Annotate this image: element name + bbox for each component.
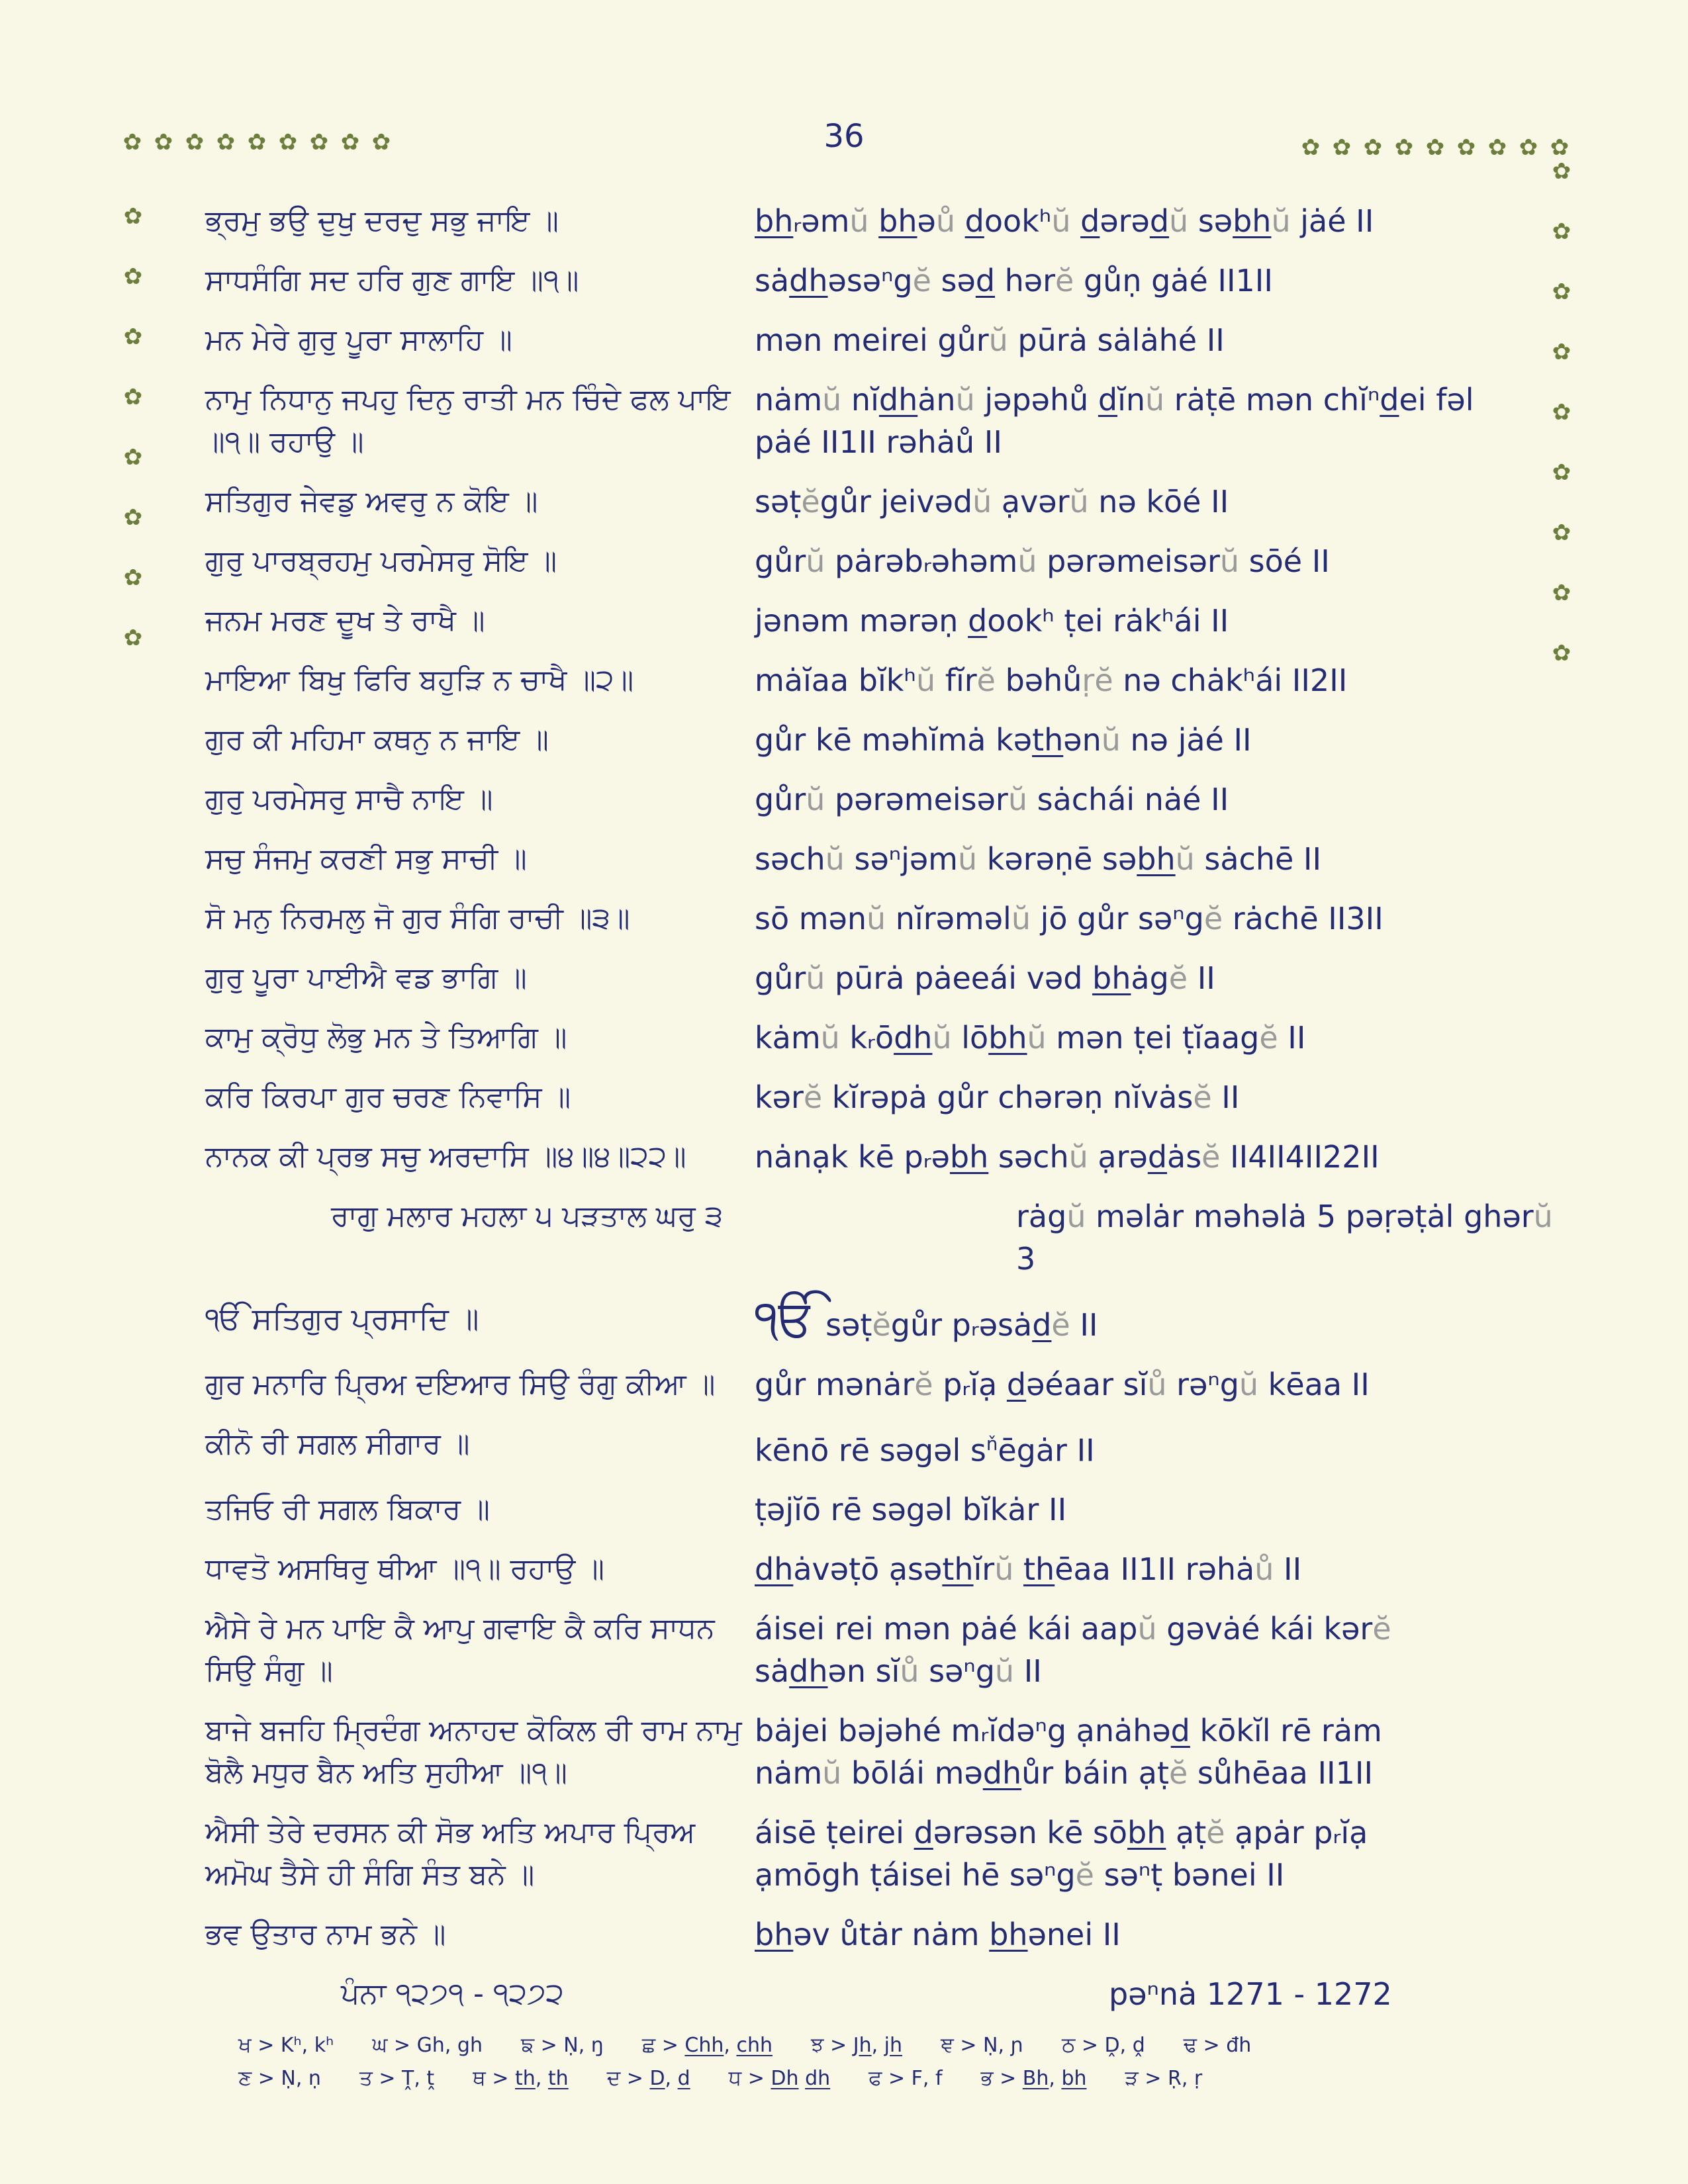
ik-onkar-symbol: ੴ: [755, 1289, 816, 1347]
flower-icon: ✿: [1456, 134, 1476, 161]
transliteration-text: gůrŭ pȧrəbᵣəhəmŭ pərəmeisərŭ sōé II: [755, 543, 1330, 579]
page-reference-row: [205, 1973, 1575, 2015]
transliteration-text: sȧdhəsəⁿgĕ səd hərĕ gůṇ gȧé II1II: [755, 263, 1273, 298]
transliteration-text: gůr kē məhĭmȧ kəthənŭ nə jȧé II: [755, 722, 1252, 758]
verse-row: [205, 1289, 1575, 1347]
legend-item: [473, 2066, 569, 2091]
transliteration-text: kȧmŭ kᵣōdhŭ lōbhŭ mən ṭei ṭĭaagĕ II: [755, 1020, 1306, 1056]
flower-icon: ✿: [1487, 134, 1507, 161]
flower-icon: ✿: [1550, 134, 1570, 161]
gurmukhi-text: ਰਾਗੁ ਮਲਾਰ ਮਹਲਾ ੫ ਪੜਤਾਲ ਘਰੁ ੩: [331, 1199, 724, 1233]
legend-roman-value: Ṇ, ṇ: [281, 2067, 321, 2090]
flower-icon: ✿: [123, 324, 143, 350]
legend-roman-value: Ṇ, ŋ: [563, 2034, 604, 2057]
legend-item: [729, 2066, 830, 2091]
verse-row: [205, 1136, 1575, 1178]
maps-to-symbol: >: [372, 2067, 402, 2090]
flower-icon: ✿: [185, 129, 205, 156]
flower-icon: ✿: [1552, 580, 1571, 606]
legend-roman-value: Chh, chh: [684, 2034, 773, 2057]
verse-row: [205, 1913, 1575, 1956]
verse-row: [205, 319, 1575, 365]
verse-row: [205, 957, 1575, 999]
maps-to-symbol: >: [534, 2034, 564, 2057]
gurmukhi-text: ਨਾਮੁ ਨਿਧਾਨੁ ਜਪਹੁ ਦਿਨੁ ਰਾਤੀ ਮਨ ਚਿੰਦੇ ਫਲ ਪਾਇ ॥੧॥ ਰਹਾਉ ॥: [205, 383, 731, 459]
verse-row: [205, 379, 1575, 463]
gurmukhi-text: ਭਵ ਉਤਾਰ ਨਾਮ ਭਨੇ ॥: [205, 1917, 446, 1952]
transliteration-text: jənəm mərəṇ dookʰ ṭei rȧkʰái II: [755, 603, 1229, 639]
flower-icon: ✿: [1552, 339, 1571, 365]
gurmukhi-text: ਕਾਮੁ ਕ੍ਰੋਧੁ ਲੋਭੁ ਮਨ ਤੇ ਤਿਆਗਿ ॥: [205, 1021, 567, 1054]
legend-gurmukhi-letter: ਣ: [238, 2066, 252, 2090]
flower-icon: ✿: [1552, 279, 1571, 305]
transliteration-text: dhȧvəṭō ạsəthĭrŭ thēaa II1II rəhȧů II: [755, 1551, 1302, 1588]
legend-item: [372, 2033, 483, 2058]
ornament-column-left: [122, 205, 144, 649]
legend-roman-value: F, f: [911, 2067, 943, 2090]
gurmukhi-text: ਜਨਮ ਮਰਣ ਦੂਖ ਤੇ ਰਾਖੈ ॥: [205, 604, 485, 637]
verse-row: [205, 659, 1575, 702]
gurmukhi-text: ਕਰਿ ਕਿਰਪਾ ਗੁਰ ਚਰਣ ਨਿਵਾਸਿ ॥: [205, 1080, 571, 1114]
maps-to-symbol: >: [251, 2034, 281, 2057]
transliteration-legend: [238, 2033, 1470, 2099]
maps-to-symbol: >: [387, 2034, 417, 2057]
flower-icon: ✿: [371, 129, 391, 156]
verse-row: [205, 1811, 1575, 1896]
transliteration-text: rȧgŭ məlȧr məhəlȧ 5 pəṛəṭȧl ghərŭ 3: [1016, 1199, 1553, 1277]
transliteration-text: áisē ṭeirei dərəsən kē sōbh ạṭĕ ạpȧr pᵣĭạ ạmōgh ṭáisei hē səⁿgĕ səⁿṭ bənei II: [755, 1815, 1368, 1893]
legend-gurmukhi-letter: ਘ: [372, 2033, 388, 2057]
legend-gurmukhi-letter: ਝ: [810, 2033, 824, 2057]
legend-gurmukhi-letter: ੜ: [1125, 2066, 1139, 2090]
flower-icon: ✿: [1519, 134, 1538, 161]
legend-gurmukhi-letter: ਖ: [238, 2033, 252, 2057]
flower-icon: ✿: [1301, 134, 1321, 161]
scripture-content: [205, 200, 1575, 2032]
flower-icon: ✿: [123, 203, 143, 230]
gurmukhi-text: ਸਚੁ ਸੰਜਮੁ ਕਰਣੀ ਸਭੁ ਸਾਚੀ ॥: [205, 842, 527, 876]
gurmukhi-text: ਮਾਇਆ ਬਿਖੁ ਫਿਰਿ ਬਹੁੜਿ ਨ ਚਾਖੈ ॥੨॥: [205, 663, 634, 697]
flower-icon: ✿: [122, 129, 142, 156]
flower-icon: ✿: [123, 263, 143, 290]
legend-roman-value: Kʰ, kʰ: [280, 2034, 334, 2057]
verse-row: [205, 778, 1575, 821]
gurmukhi-text: ਬਾਜੇ ਬਜਹਿ ਮ੍ਰਿਦੰਗ ਅਨਾਹਦ ਕੋਕਿਲ ਰੀ ਰਾਮ ਨਾਮੁ ਬੋਲੈ ਮਧੁਰ ਬੈਨ ਅਤਿ ਸੁਹੀਆ ॥੧॥: [205, 1713, 742, 1790]
gurmukhi-text: ਗੁਰ ਮਨਾਰਿ ਪ੍ਰਿਅ ਦਇਆਰ ਸਿਉ ਰੰਗੁ ਕੀਆ ॥: [205, 1367, 716, 1401]
verse-row: [205, 838, 1575, 880]
legend-gurmukhi-letter: ਧ: [728, 2066, 742, 2090]
legend-roman-value: Ḓ, ḓ: [1104, 2034, 1145, 2057]
verse-row: [205, 719, 1575, 761]
flower-icon: ✿: [216, 129, 236, 156]
legend-item: [238, 2066, 321, 2091]
verse-row: [205, 1423, 1575, 1471]
transliteration-text: ṭəjĭō rē səgəl bĭkȧr II: [755, 1492, 1067, 1528]
transliteration-text: səṭĕgůr jeivədŭ ạvərŭ nə kōé II: [755, 484, 1229, 520]
gurmukhi-text: ਸਾਧਸੰਗਿ ਸਦ ਹਰਿ ਗੁਣ ਗਾਇ ॥੧॥: [205, 263, 579, 297]
gurmukhi-text: ਧਾਵਤੋ ਅਸਥਿਰੁ ਥੀਆ ॥੧॥ ਰਹਾਉ ॥: [205, 1552, 604, 1586]
transliteration-text: bhəv ůtȧr nȧm bhənei II: [755, 1917, 1121, 1953]
gurmukhi-text: ਸਤਿਗੁਰ ਜੇਵਡੁ ਅਵਰੁ ਨ ਕੋਇ ॥: [205, 484, 538, 518]
maps-to-symbol: >: [655, 2034, 685, 2057]
legend-roman-value: Ṱ, ṱ: [402, 2067, 435, 2090]
flower-icon: ✿: [123, 504, 143, 531]
flower-icon: ✿: [278, 129, 298, 156]
legend-item: [868, 2066, 942, 2091]
verse-row: [205, 1195, 1575, 1280]
verse-row: [205, 1017, 1575, 1059]
flower-icon: ✿: [309, 129, 329, 156]
verse-row: [205, 259, 1575, 305]
ornament-row-top-right: [1299, 136, 1571, 159]
flower-icon: ✿: [1552, 399, 1571, 426]
transliteration-text: áisei rei mən pȧé kái aapŭ gəvȧé kái kərĕ sȧdhən sĭů səⁿgŭ II: [755, 1611, 1391, 1690]
legend-gurmukhi-letter: ਙ: [520, 2033, 535, 2057]
flower-icon: ✿: [123, 625, 143, 651]
maps-to-symbol: >: [252, 2067, 281, 2090]
maps-to-symbol: >: [882, 2067, 912, 2090]
gurmukhi-text: ਐਸੇ ਰੇ ਮਨ ਪਾਇ ਕੈ ਆਪੁ ਗਵਾਇ ਕੈ ਕਰਿ ਸਾਧਨ ਸਿਉ ਸੰਗੁ ॥: [205, 1612, 715, 1688]
verse-row: [205, 540, 1575, 582]
legend-roman-value: Ṛ, ṛ: [1167, 2067, 1203, 2090]
gurmukhi-text: ਗੁਰੁ ਪਰਮੇਸਰੁ ਸਾਚੈ ਨਾਇ ॥: [205, 782, 493, 816]
legend-gurmukhi-letter: ਠ: [1061, 2033, 1076, 2057]
gurmukhi-text: ਐਸੀ ਤੇਰੇ ਦਰਸਨ ਕੀ ਸੋਭ ਅਤਿ ਅਪਾਰ ਪ੍ਰਿਅ ਅਮੋਘ ਤੈਸੇ ਹੀ ਸੰਗਿ ਸੰਤ ਬਨੇ ॥: [205, 1815, 696, 1892]
legend-roman-value: Bh, bh: [1022, 2067, 1087, 2090]
transliteration-text: kərĕ kĭrəpȧ gůr chərəṇ nĭvȧsĕ II: [755, 1079, 1240, 1115]
maps-to-symbol: >: [620, 2067, 650, 2090]
legend-roman-value: Gh, gh: [416, 2034, 483, 2057]
transliteration-text: ੴ səṭĕgůr pᵣəsȧdĕ II: [755, 1289, 1098, 1347]
transliteration-text: sō mənŭ nĭrəməlŭ jō gůr səⁿgĕ rȧchē II3II: [755, 901, 1383, 936]
flower-icon: ✿: [1332, 134, 1352, 161]
legend-gurmukhi-letter: ਞ: [941, 2033, 954, 2057]
maps-to-symbol: >: [1138, 2067, 1168, 2090]
flower-icon: ✿: [1363, 134, 1383, 161]
legend-item: [607, 2066, 690, 2091]
legend-row-2: [238, 2066, 1470, 2091]
gurmukhi-text: ਗੁਰੁ ਪੂਰਾ ਪਾਈਐ ਵਡ ਭਾਗਿ ॥: [205, 961, 527, 995]
flower-icon: ✿: [1552, 520, 1571, 546]
verse-row: [205, 1608, 1575, 1692]
transliteration-text: mən meirei gůrŭ pūrȧ sȧlȧhé II: [755, 322, 1225, 358]
gurmukhi-text: ਕੀਨੋ ਰੀ ਸਗਲ ਸੀਗਾਰ ॥: [205, 1427, 470, 1461]
flower-icon: ✿: [154, 129, 173, 156]
transliteration-text: bȧjei bəjəhé mᵣĭdəⁿg ạnȧhəd kōkĭl rē rȧm nȧmŭ bōlái mədhůr báin ạṭĕ sůhēaa II1II: [755, 1713, 1382, 1792]
flower-icon: ✿: [123, 384, 143, 410]
maps-to-symbol: >: [741, 2067, 771, 2090]
legend-item: [1184, 2033, 1252, 2058]
maps-to-symbol: >: [993, 2067, 1023, 2090]
verse-row: [205, 600, 1575, 642]
legend-roman-value: Dh dh: [771, 2067, 831, 2090]
legend-item: [1062, 2033, 1145, 2058]
transliteration-text: mȧĭaa bĭkʰŭ fĭrĕ bəhůṛĕ nə chȧkʰái II2II: [755, 662, 1348, 698]
verse-list: [205, 200, 1575, 1956]
legend-item: [521, 2033, 604, 2058]
legend-item: [642, 2033, 773, 2058]
page-ref-roman: pəⁿnȧ 1271 - 1272: [1109, 1976, 1392, 2013]
flower-icon: ✿: [1394, 134, 1414, 161]
gurmukhi-text: ਗੁਰੁ ਪਾਰਬ੍ਰਹਮੁ ਪਰਮੇਸਰੁ ਸੋਇ ॥: [205, 544, 557, 578]
legend-gurmukhi-letter: ਢ: [1183, 2033, 1197, 2057]
flower-icon: ✿: [1552, 218, 1571, 245]
maps-to-symbol: >: [1197, 2034, 1227, 2057]
ornament-row-top-left: [121, 131, 393, 154]
flower-icon: ✿: [247, 129, 267, 156]
verse-row: [205, 1363, 1575, 1406]
maps-to-symbol: >: [823, 2034, 853, 2057]
verse-row: [205, 1548, 1575, 1590]
verse-row: [205, 1076, 1575, 1118]
gurmukhi-text: ਗੁਰ ਕੀ ਮਹਿਮਾ ਕਥਨੁ ਨ ਜਾਇ ॥: [205, 723, 549, 756]
flower-icon: ✿: [1552, 459, 1571, 486]
transliteration-text: səchŭ səⁿjəmŭ kərəṇē səbhŭ sȧchē II: [755, 841, 1322, 877]
legend-roman-value: đh: [1226, 2034, 1252, 2057]
transliteration-text: nȧmŭ nĭdhȧnŭ jəpəhů dĭnŭ rȧṭē mən chĭⁿdei fəl pȧé II1II rəhȧů II: [755, 382, 1474, 460]
legend-roman-value: D, d: [649, 2067, 690, 2090]
verse-row: [205, 897, 1575, 940]
flower-icon: ✿: [1552, 640, 1571, 666]
legend-gurmukhi-letter: ਭ: [980, 2066, 994, 2090]
flower-icon: ✿: [1425, 134, 1445, 161]
maps-to-symbol: >: [953, 2034, 984, 2057]
legend-item: [238, 2033, 334, 2058]
flower-icon: ✿: [1552, 158, 1571, 185]
flower-icon: ✿: [123, 565, 143, 591]
legend-gurmukhi-letter: ਦ: [606, 2066, 621, 2090]
gurmukhi-text: ਨਾਨਕ ਕੀ ਪ੍ਰਭ ਸਚੁ ਅਰਦਾਸਿ ॥੪॥੪॥੨੨॥: [205, 1140, 686, 1173]
legend-roman-value: Ṇ, ɲ: [983, 2034, 1023, 2057]
legend-gurmukhi-letter: ਫ: [868, 2066, 882, 2090]
verse-row: [205, 200, 1575, 245]
transliteration-text: kēnō rē səgəl $s^ňēgȧr$ II: [755, 1432, 1095, 1469]
gurmukhi-text: ਤਜਿਓ ਰੀ ਸਗਲ ਬਿਕਾਰ ॥: [205, 1492, 490, 1527]
transliteration-text: gůrŭ pūrȧ pȧeeái vəd bhȧgĕ II: [755, 960, 1215, 996]
gurmukhi-text: ਮਨ ਮੇਰੇ ਗੁਰੁ ਪੂਰਾ ਸਾਲਾਹਿ ॥: [205, 323, 512, 357]
transliteration-text: gůrŭ pərəmeisərŭ sȧchái nȧé II: [755, 782, 1229, 817]
flower-icon: ✿: [340, 129, 360, 156]
legend-item: [811, 2033, 902, 2058]
legend-gurmukhi-letter: ਥ: [473, 2066, 486, 2090]
maps-to-symbol: >: [1075, 2034, 1105, 2057]
page-number: 36: [823, 118, 865, 155]
legend-roman-value: Jh, jh: [853, 2034, 903, 2057]
page-ref-gurmukhi: ਪੰਨਾ ੧੨੭੧ - ੧੨੭੨: [341, 1977, 564, 2011]
legend-roman-value: th, th: [515, 2067, 569, 2090]
legend-item: [941, 2033, 1023, 2058]
verse-row: [205, 1709, 1575, 1794]
transliteration-text: nȧnạk kē pᵣəbh səchŭ ạrədȧsĕ II4II4II22II: [755, 1139, 1380, 1175]
gurmukhi-text: ਭ੍ਰਮੁ ਭਉ ਦੁਖੁ ਦਰਦੁ ਸਭੁ ਜਾਇ ॥: [205, 204, 559, 238]
transliteration-text: bhᵣəmŭ bhəů dookʰŭ dərədŭ səbhŭ jȧé II: [755, 203, 1374, 239]
legend-gurmukhi-letter: ਛ: [641, 2033, 656, 2057]
legend-item: [981, 2066, 1087, 2091]
legend-item: [359, 2066, 434, 2091]
transliteration-text: gůr mənȧrĕ pᵣĭạ dəéaar sĭů rəⁿgŭ kēaa II: [755, 1367, 1370, 1402]
flower-icon: ✿: [123, 444, 143, 471]
gurmukhi-text: ਸੋ ਮਨੁ ਨਿਰਮਲੁ ਜੋ ਗੁਰ ਸੰਗਿ ਰਾਚੀ ॥੩॥: [205, 901, 630, 935]
legend-row-1: [238, 2033, 1470, 2058]
verse-row: [205, 480, 1575, 523]
maps-to-symbol: >: [485, 2067, 516, 2090]
legend-gurmukhi-letter: ਤ: [359, 2066, 373, 2090]
gurmukhi-text: ੴ ਸਤਿਗੁਰ ਪ੍ਰਸਾਦਿ ॥: [205, 1300, 479, 1336]
legend-item: [1125, 2066, 1203, 2091]
verse-row: [205, 1488, 1575, 1531]
